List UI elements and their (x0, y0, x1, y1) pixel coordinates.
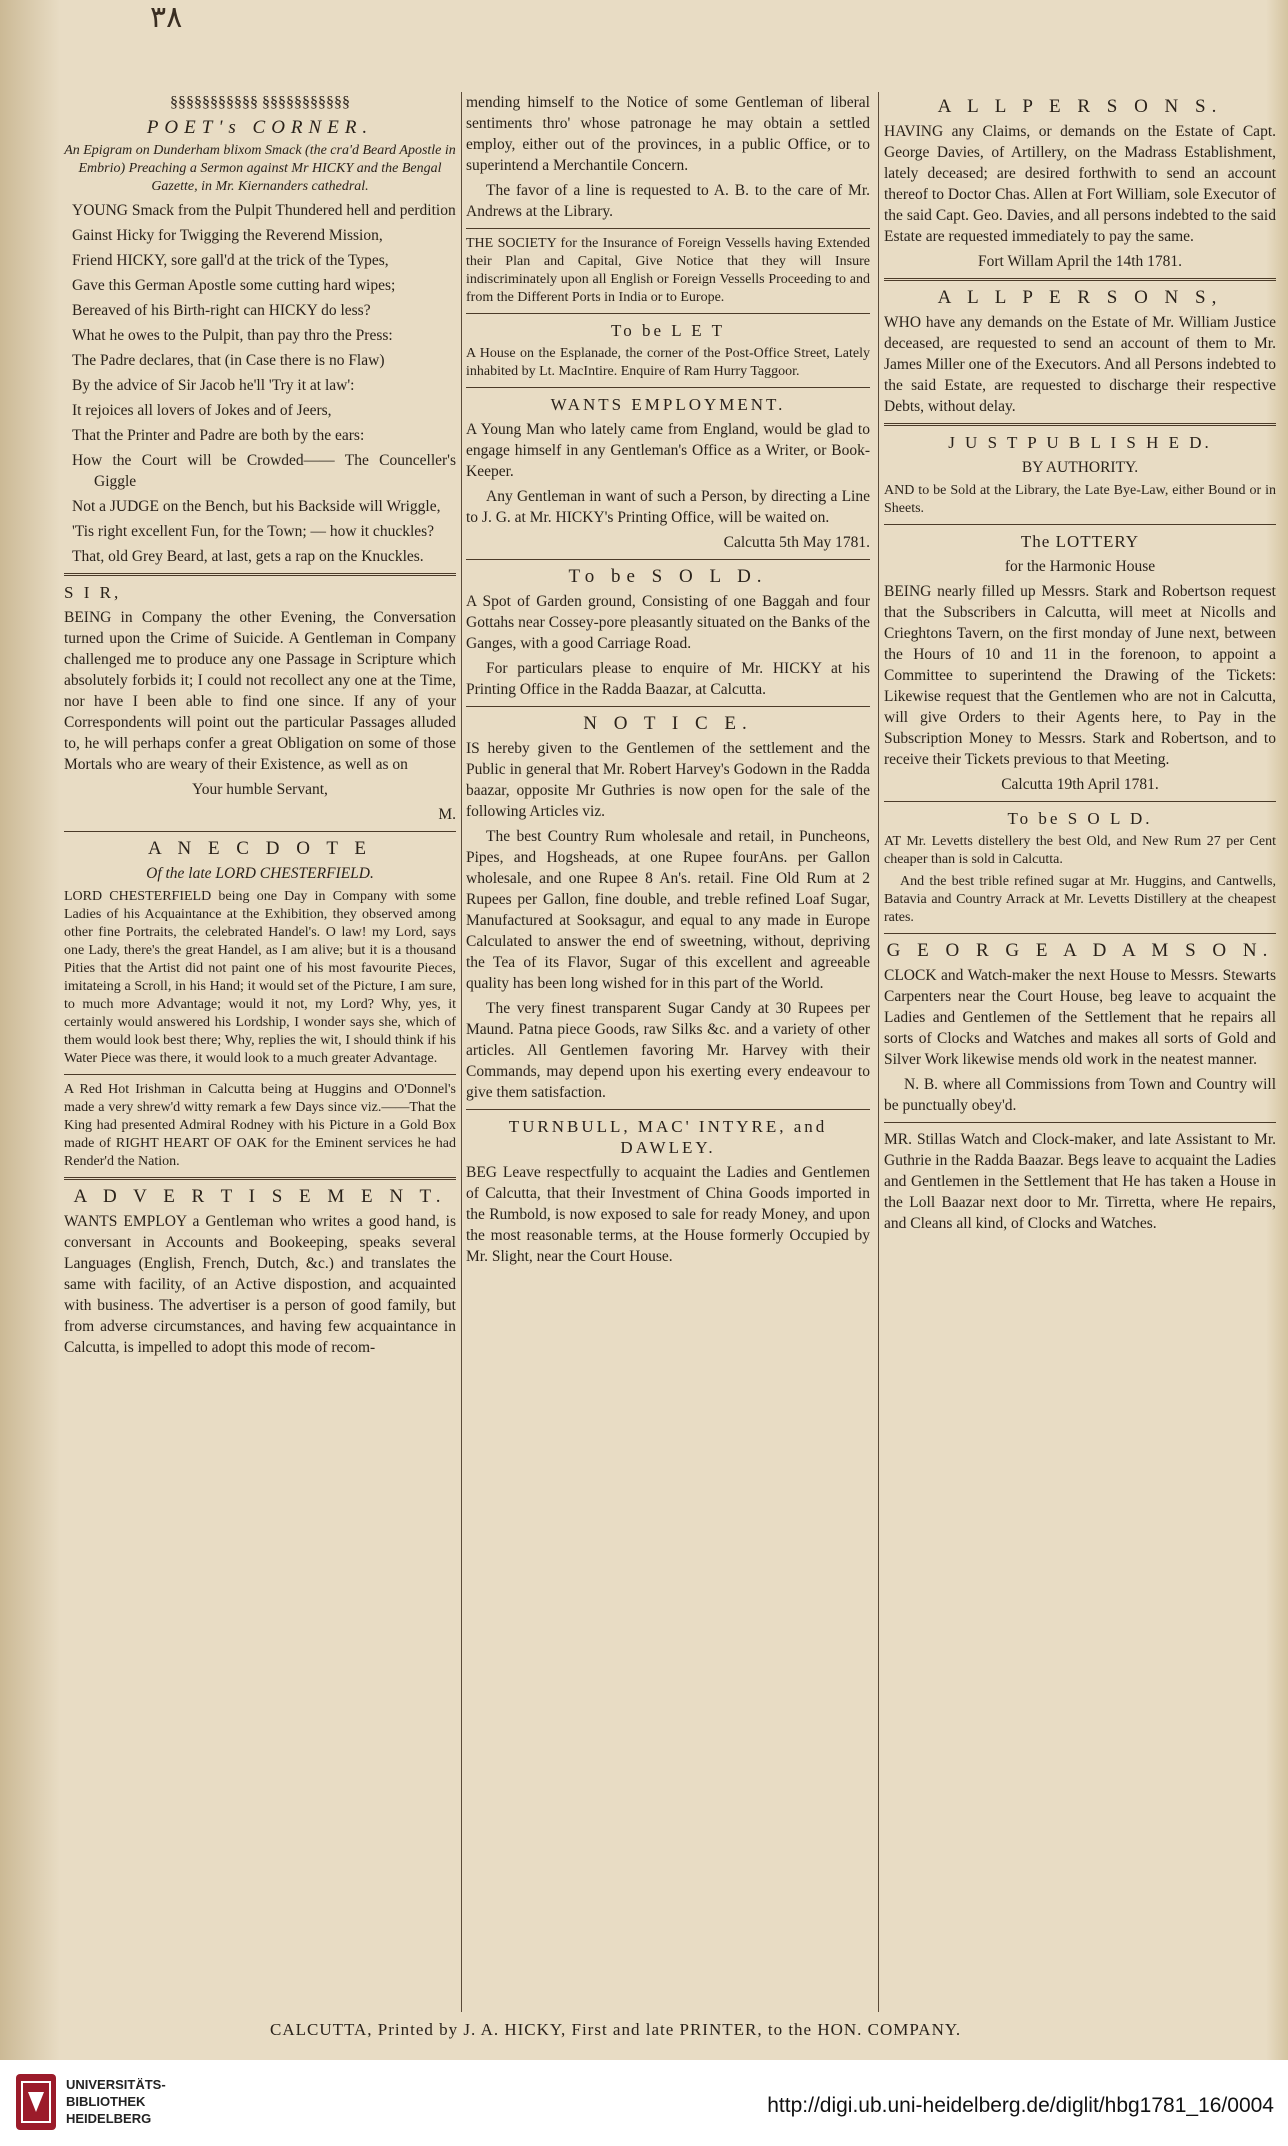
notice-heading: N O T I C E. (583, 713, 753, 734)
adamson-heading: G E O R G E A D A M S O N. (886, 940, 1274, 961)
to-let-heading: To be L E T (611, 321, 725, 340)
section-rule (466, 559, 870, 560)
section-rule (884, 423, 1276, 426)
section-rule (64, 831, 456, 832)
poem-line: How the Court will be Crowded—— The Counceller's Giggle (72, 452, 456, 490)
section-rule (466, 313, 870, 314)
column-rule-1 (461, 92, 462, 2012)
sir-letter: BEING in Company the other Evening, the Conversation turned upon the Crime of Suicide. A Gentleman in Company challenged me to produce any one Passage in Scripture which absolutely forbids it; I could not recollect any one at the Time, nor have I been able to find one since. If any of your Correspondents will point out the particular Passages alluded to, he will perhaps confer a great Obligation on some of those Mortals who are weary of their Existence, as well as on (64, 609, 456, 773)
ornament-border: §§§§§§§§§§§ §§§§§§§§§§§ (170, 94, 350, 111)
lottery-subheading: for the Harmonic House (1004, 558, 1156, 575)
lottery-date: Calcutta 19th April 1781. (1001, 776, 1159, 793)
to-be-sold-text-3: AT Mr. Levetts distellery the best Old, and New Rum 27 per Cent cheaper than is sold in Calcutta. (884, 834, 1276, 867)
section-rule (64, 573, 456, 576)
poem-line: What he owes to the Pulpit, than pay thro the Press: (72, 327, 393, 344)
insurance-society-text: THE SOCIETY for the Insurance of Foreign Vessells having Extended their Plan and Capital, Give Notice that they will Insure indiscriminately upon all English or Foreign Vessells Proceeding to and from the Different Ports in India or to Europe. (466, 236, 870, 305)
library-name-line-2: BIBLIOTHEK (66, 2094, 146, 2109)
advertisement-continued-2: The favor of a line is requested to A. B. to the care of Mr. Andrews at the Library. (466, 182, 870, 220)
section-rule (64, 1177, 456, 1180)
page-number: ٣٨ (150, 1, 183, 34)
source-url[interactable]: http://digi.ub.uni-heidelberg.de/diglit/hbg1781_16/0004 (767, 2094, 1274, 2117)
poem-line: That, old Grey Beard, at last, gets a rap on the Knuckles. (72, 548, 424, 565)
irishman-text: A Red Hot Irishman in Calcutta being at Huggins and O'Donnel's made a very shrew'd witty remark a few Days since viz.——That the King had presented Admiral Rodney with his Picture in a Gold Box made of RIGHT HEART OF OAK for the Eminent services he had Render'd the Nation. (64, 1082, 456, 1169)
library-name (66, 2076, 166, 2127)
poem-line: YOUNG Smack from the Pulpit Thundered hell and perdition (72, 202, 456, 219)
imprint-footer: CALCUTTA, Printed by J. A. HICKY, First and late PRINTER, to the HON. COMPANY. (270, 2020, 962, 2039)
wants-employment-text: A Young Man who lately came from England, would be glad to engage himself in any Gentleman's Office as a Writer, or Book-Keeper. (466, 421, 870, 480)
poem-line: 'Tis right excellent Fun, for the Town; — how it chuckles? (72, 523, 435, 540)
to-let-text: A House on the Esplanade, the corner of the Post-Office Street, Lately inhabited by Lt. MacIntire. Enquire of Ram Hurry Taggoor. (466, 346, 870, 379)
column-3 (884, 92, 1276, 1238)
turnbull-text: BEG Leave respectfully to acquaint the Ladies and Gentlemen of Calcutta, that their Investment of China Goods imported in the Rumbold, is now exposed to sale for ready Money, and upon the most reasonable terms, at the House formerly Occupied by Mr. Slight, near the Court House. (466, 1164, 870, 1265)
section-rule (884, 1122, 1276, 1123)
poem-line: Gave this German Apostle some cutting hard wipes; (72, 277, 396, 294)
epigram-intro: An Epigram on Dunderham blixom Smack (the cra'd Beard Apostle in Embrio) Preaching a Sermon against Mr HICKY and the Bengal Gazette, in Mr. Kiernanders cathedral. (64, 143, 456, 194)
all-persons-text-1: HAVING any Claims, or demands on the Estate of Capt. George Davies, of Artillery, on the Madrass Establishment, lately deceased; are desired forthwith to send an account thereof to Doctor Chas. Allen at Fort William, sole Executor of the said Capt. Geo. Davies, and all persons indebted to the said Estate are requested immediately to pay the same. (884, 123, 1276, 245)
section-rule (64, 1074, 456, 1075)
turnbull-heading: TURNBULL, MAC' INTYRE, and DAWLEY. (508, 1117, 828, 1157)
poem-line: Not a JUDGE on the Bench, but his Backside will Wriggle, (72, 498, 441, 515)
section-rule (884, 801, 1276, 802)
section-rule (466, 387, 870, 388)
to-be-sold-heading: To be S O L D. (568, 566, 768, 587)
poets-corner-heading: POET's CORNER. (146, 117, 374, 138)
wants-employment-heading: WANTS EMPLOYMENT. (550, 395, 786, 414)
poem-line: Friend HICKY, sore gall'd at the trick of the Types, (72, 252, 389, 269)
lottery-heading: The LOTTERY (1020, 532, 1140, 551)
poem-line: That the Printer and Padre are both by the ears: (72, 427, 365, 444)
scan-edge-left (0, 0, 60, 2060)
wants-employment-date: Calcutta 5th May 1781. (723, 534, 870, 551)
library-name-line-1: UNIVERSITÄTS- (66, 2077, 166, 2092)
all-persons-heading-2: A L L P E R S O N S, (937, 287, 1223, 308)
notice-text-3: The very finest transparent Sugar Candy at 30 Rupees per Maund. Patna piece Goods, raw Silks &c. and a variety of other articles. All Gentlemen favoring Mr. Harvey with their Commands, may depend upon his exerting every endeavour to give them satisfaction. (466, 1000, 870, 1101)
poem-line: Bereaved of his Birth-right can HICKY do less? (72, 302, 371, 319)
poem (64, 200, 456, 567)
to-be-sold-text-4: And the best trible refined sugar at Mr. Huggins, and Cantwells, Batavia and Country Arrack at Mr. Levetts Distillery at the cheapest rates. (884, 874, 1276, 925)
anecdote-heading: A N E C D O T E (148, 838, 372, 859)
to-be-sold-text-2: For particulars please to enquire of Mr. HICKY at his Printing Office in the Radda Baazar, at Calcutta. (466, 660, 870, 698)
advertisement-text: WANTS EMPLOY a Gentleman who writes a good hand, is conversant in Accounts and Bookeeping, speaks several Languages (English, French, Dutch, &c.) and translates the same with facility, of an Active dispostion, and acquainted with business. The advertiser is a person of good family, but from adverse circumstances, and having few acquaintance in Calcutta, is impelled to adopt this mode of recom- (64, 1213, 456, 1356)
poem-line: By the advice of Sir Jacob he'll 'Try it at law': (72, 377, 355, 394)
advertisement-heading: A D V E R T I S E M E N T. (73, 1186, 447, 1207)
section-rule (466, 706, 870, 707)
advertisement-continued: mending himself to the Notice of some Gentleman of liberal sentiments thro' whose patronage he may obtain a settled employ, either out of the provinces, in a public Office, or to superintend a Merchantile Concern. (466, 94, 870, 174)
sir-signature: M. (438, 806, 456, 823)
notice-text: IS hereby given to the Gentlemen of the settlement and the Public in general that Mr. Robert Harvey's Godown in the Radda baazar, opposite Mr Guthries is now open for the sale of the following Articles viz. (466, 740, 870, 820)
section-rule (466, 228, 870, 229)
section-rule (884, 278, 1276, 281)
adamson-nb: N. B. where all Commissions from Town and Country will be punctually obey'd. (884, 1076, 1276, 1114)
column-2 (466, 92, 870, 1271)
all-persons-text-2: WHO have any demands on the Estate of Mr. William Justice deceased, are requested to send an account of them to Mr. James Miller one of the Executors. And all Persons indebted to the said Estate, are requested to discharge their respective Debts, without delay. (884, 314, 1276, 415)
column-rule-2 (878, 92, 879, 2012)
to-be-sold-text: A Spot of Garden ground, Consisting of one Baggah and four Gottahs near Cossey-pore pleasantly situated on the Banks of the Ganges, with a good Carriage Road. (466, 593, 870, 652)
notice-text-2: The best Country Rum wholesale and retail, in Puncheons, Pipes, and Hogsheads, at one Rupee fourAns. per Gallon wholesale, and one Rupee 8 An's. retail. Fine Old Rum at 2 Rupees per Gallon, fine double, and treble refined Loaf Sugar, Manufactured at Sooksagur, and equal to any made in Europe Calculated to answer the end of sweetning, without, depriving the Tea of its Flavor, Sugar of this excellent and agreeable quality has been long wished for in this part of the World. (466, 828, 870, 992)
anecdote-text: LORD CHESTERFIELD being one Day in Company with some Ladies of his Acquaintance at the Exhibition, they observed among other fine Portraits, the celebrated Handel's. O law! my Lord, says one Lady, there's the great Handel, as I am alive; but it is a thousand Pities that the Artist did not paint one of his most favourite Pieces, imitateing a Scroll, in his Hand; it would set of the Picture, I am sure, to much more Advantage; would it not, my Lord? Why, yes, it certainly would answered his Lordship, I wonder says she, which of them would look best there; Why, replies the wit, I should think if his Water Piece was there, it would look to a much greater Advantage. (64, 889, 456, 1066)
just-published-text: AND to be Sold at the Library, the Late Bye-Law, either Bound or in Sheets. (884, 483, 1276, 516)
all-persons-date-1: Fort Willam April the 14th 1781. (977, 253, 1183, 270)
poem-line: It rejoices all lovers of Jokes and of Jeers, (72, 402, 332, 419)
to-be-sold-heading-2: To be S O L D. (1007, 809, 1153, 828)
poem-line: The Padre declares, that (in Case there is no Flaw) (72, 352, 385, 369)
wants-employment-text-2: Any Gentleman in want of such a Person, by directing a Line to J. G. at Mr. HICKY's Printing Office, will be waited on. (466, 488, 870, 526)
anecdote-subheading: Of the late LORD CHESTERFIELD. (146, 865, 374, 882)
stillas-text: MR. Stillas Watch and Clock-maker, and late Assistant to Mr. Guthrie in the Radda Baazar. Begs leave to acquaint the Ladies and Gentlemen in the Settlement that He has taken a House in the Loll Baazar next door to Mr. Tirretta, where He repairs, and Cleans all kind, of Clocks and Watches. (884, 1131, 1276, 1232)
university-seal-icon (14, 2072, 58, 2132)
sir-close: Your humble Servant, (192, 781, 328, 798)
section-rule (884, 933, 1276, 934)
poem-line: Gainst Hicky for Twigging the Reverend Mission, (72, 227, 383, 244)
just-published-sub: BY AUTHORITY. (1021, 459, 1139, 476)
section-rule (466, 1109, 870, 1110)
adamson-text: CLOCK and Watch-maker the next House to Messrs. Stewarts Carpenters near the Court House, beg leave to acquaint the Ladies and Gentlemen of the Settlement that he repairs all sorts of Clocks and Watches and makes all sorts of Gold and Silver Work likewise mends old work in the neatest manner. (884, 967, 1276, 1068)
sir-heading: S I R, (64, 583, 122, 602)
section-rule (884, 524, 1276, 525)
column-1 (64, 92, 456, 1362)
library-name-line-3: HEIDELBERG (66, 2111, 152, 2126)
all-persons-heading-1: A L L P E R S O N S. (937, 96, 1223, 117)
just-published-heading: J U S T P U B L I S H E D. (948, 433, 1212, 452)
lottery-text: BEING nearly filled up Messrs. Stark and Robertson request that the Subscribers in Calcutta, will meet at Nicolls and Crieghtons Tavern, on the first monday of June next, between the Hours of 10 and 11 in the forenoon, to appoint a Committee to superintend the Drawing of the Tickets: Likewise request that the Gentlemen who are not in Calcutta, will give Orders to their Agents here, to Pay in the Subscription Money to Messrs. Stark and Robertson, and to receive their Tickets previous to that Meeting. (884, 583, 1276, 768)
